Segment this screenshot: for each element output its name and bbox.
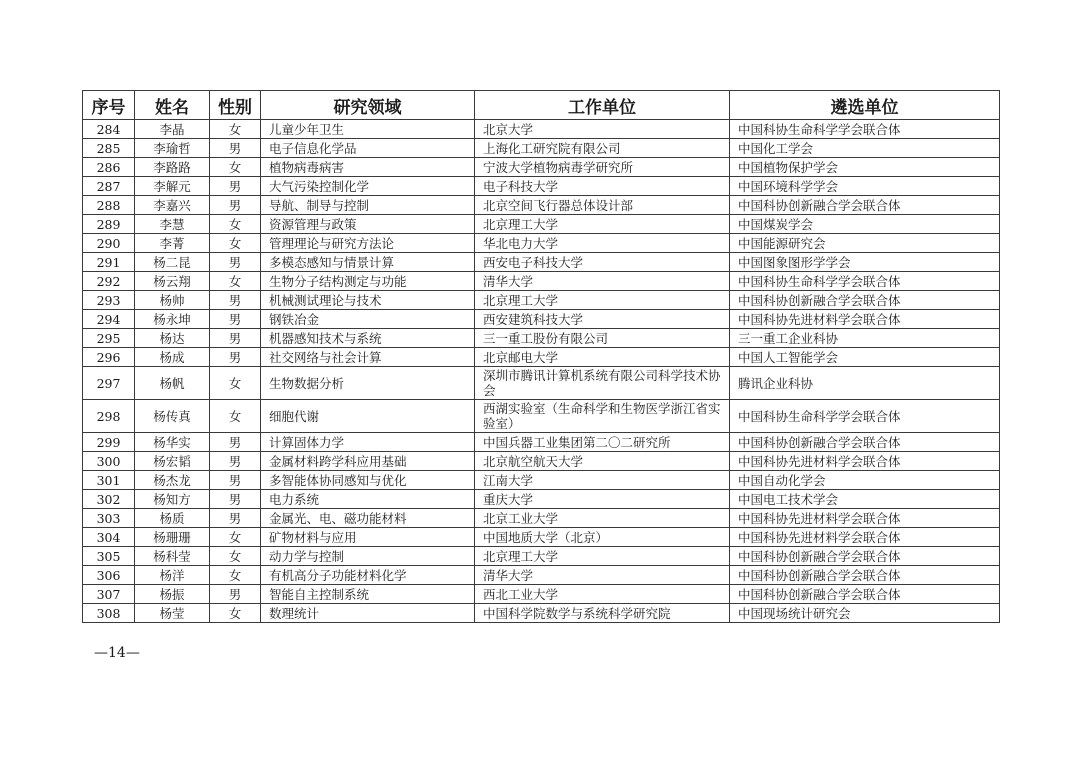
cell-work-unit: 三一重工股份有限公司 bbox=[475, 329, 730, 348]
cell-research-field: 导航、制导与控制 bbox=[261, 196, 475, 215]
cell-name: 杨洋 bbox=[135, 566, 210, 585]
cell-index: 291 bbox=[83, 253, 135, 272]
cell-selection-unit: 中国科协先进材料学会联合体 bbox=[730, 310, 1000, 329]
cell-work-unit: 北京理工大学 bbox=[475, 547, 730, 566]
header-index: 序号 bbox=[83, 91, 135, 120]
cell-gender: 男 bbox=[210, 196, 261, 215]
cell-work-unit: 华北电力大学 bbox=[475, 234, 730, 253]
cell-research-field: 机器感知技术与系统 bbox=[261, 329, 475, 348]
header-gender: 性别 bbox=[210, 91, 261, 120]
cell-work-unit: 西北工业大学 bbox=[475, 585, 730, 604]
cell-gender: 女 bbox=[210, 120, 261, 139]
table-row bbox=[83, 604, 1000, 623]
cell-research-field: 电子信息化学品 bbox=[261, 139, 475, 158]
cell-name: 杨云翔 bbox=[135, 272, 210, 291]
cell-work-unit: 江南大学 bbox=[475, 471, 730, 490]
cell-name: 杨成 bbox=[135, 348, 210, 367]
cell-work-unit: 北京航空航天大学 bbox=[475, 452, 730, 471]
cell-research-field: 数理统计 bbox=[261, 604, 475, 623]
cell-index: 297 bbox=[83, 367, 135, 400]
cell-name: 李菁 bbox=[135, 234, 210, 253]
table-row bbox=[83, 367, 1000, 400]
cell-selection-unit: 中国科协创新融合学会联合体 bbox=[730, 585, 1000, 604]
header-selection-unit: 遴选单位 bbox=[730, 91, 1000, 120]
cell-name: 杨达 bbox=[135, 329, 210, 348]
cell-name: 李嘉兴 bbox=[135, 196, 210, 215]
cell-gender: 男 bbox=[210, 177, 261, 196]
cell-gender: 女 bbox=[210, 234, 261, 253]
cell-work-unit: 中国地质大学（北京） bbox=[475, 528, 730, 547]
cell-index: 305 bbox=[83, 547, 135, 566]
cell-name: 杨质 bbox=[135, 509, 210, 528]
table-row bbox=[83, 177, 1000, 196]
cell-index: 307 bbox=[83, 585, 135, 604]
cell-work-unit: 电子科技大学 bbox=[475, 177, 730, 196]
table-row bbox=[83, 310, 1000, 329]
cell-research-field: 计算固体力学 bbox=[261, 433, 475, 452]
cell-name: 杨帅 bbox=[135, 291, 210, 310]
cell-index: 289 bbox=[83, 215, 135, 234]
cell-selection-unit: 中国科协创新融合学会联合体 bbox=[730, 433, 1000, 452]
cell-selection-unit: 中国科协先进材料学会联合体 bbox=[730, 452, 1000, 471]
cell-name: 李晶 bbox=[135, 120, 210, 139]
cell-selection-unit: 中国科协创新融合学会联合体 bbox=[730, 196, 1000, 215]
cell-work-unit: 中国科学院数学与系统科学研究院 bbox=[475, 604, 730, 623]
cell-index: 304 bbox=[83, 528, 135, 547]
cell-index: 308 bbox=[83, 604, 135, 623]
cell-gender: 女 bbox=[210, 566, 261, 585]
cell-gender: 男 bbox=[210, 139, 261, 158]
cell-name: 杨宏韬 bbox=[135, 452, 210, 471]
cell-selection-unit: 中国科协生命科学学会联合体 bbox=[730, 272, 1000, 291]
cell-name: 杨科莹 bbox=[135, 547, 210, 566]
cell-selection-unit: 中国植物保护学会 bbox=[730, 158, 1000, 177]
cell-index: 302 bbox=[83, 490, 135, 509]
header-work-unit: 工作单位 bbox=[475, 91, 730, 120]
cell-name: 杨永坤 bbox=[135, 310, 210, 329]
table-row bbox=[83, 158, 1000, 177]
cell-name: 李瑜哲 bbox=[135, 139, 210, 158]
cell-work-unit: 西安电子科技大学 bbox=[475, 253, 730, 272]
cell-research-field: 生物分子结构测定与功能 bbox=[261, 272, 475, 291]
table-row bbox=[83, 215, 1000, 234]
cell-gender: 男 bbox=[210, 291, 261, 310]
cell-index: 286 bbox=[83, 158, 135, 177]
cell-index: 292 bbox=[83, 272, 135, 291]
cell-research-field: 钢铁冶金 bbox=[261, 310, 475, 329]
cell-research-field: 机械测试理论与技术 bbox=[261, 291, 475, 310]
table-row bbox=[83, 547, 1000, 566]
table-row bbox=[83, 433, 1000, 452]
cell-gender: 男 bbox=[210, 471, 261, 490]
cell-selection-unit: 中国科协先进材料学会联合体 bbox=[730, 509, 1000, 528]
cell-research-field: 植物病毒病害 bbox=[261, 158, 475, 177]
cell-gender: 女 bbox=[210, 367, 261, 400]
table-row bbox=[83, 120, 1000, 139]
cell-selection-unit: 中国科协生命科学学会联合体 bbox=[730, 120, 1000, 139]
cell-name: 李路路 bbox=[135, 158, 210, 177]
cell-work-unit: 北京理工大学 bbox=[475, 291, 730, 310]
cell-selection-unit: 中国煤炭学会 bbox=[730, 215, 1000, 234]
cell-name: 杨莹 bbox=[135, 604, 210, 623]
table-row bbox=[83, 490, 1000, 509]
cell-research-field: 管理理论与研究方法论 bbox=[261, 234, 475, 253]
cell-research-field: 多智能体协同感知与优化 bbox=[261, 471, 475, 490]
cell-name: 杨传真 bbox=[135, 400, 210, 433]
cell-index: 298 bbox=[83, 400, 135, 433]
cell-index: 285 bbox=[83, 139, 135, 158]
cell-gender: 男 bbox=[210, 509, 261, 528]
cell-index: 284 bbox=[83, 120, 135, 139]
cell-index: 294 bbox=[83, 310, 135, 329]
cell-research-field: 大气污染控制化学 bbox=[261, 177, 475, 196]
table-row bbox=[83, 509, 1000, 528]
cell-name: 杨珊珊 bbox=[135, 528, 210, 547]
cell-work-unit: 北京大学 bbox=[475, 120, 730, 139]
cell-work-unit: 清华大学 bbox=[475, 272, 730, 291]
cell-gender: 女 bbox=[210, 215, 261, 234]
cell-gender: 女 bbox=[210, 528, 261, 547]
cell-work-unit: 宁波大学植物病毒学研究所 bbox=[475, 158, 730, 177]
cell-gender: 女 bbox=[210, 158, 261, 177]
cell-name: 李慧 bbox=[135, 215, 210, 234]
cell-gender: 男 bbox=[210, 310, 261, 329]
cell-research-field: 动力学与控制 bbox=[261, 547, 475, 566]
table-row bbox=[83, 566, 1000, 585]
cell-selection-unit: 中国环境科学学会 bbox=[730, 177, 1000, 196]
cell-index: 288 bbox=[83, 196, 135, 215]
cell-selection-unit: 中国人工智能学会 bbox=[730, 348, 1000, 367]
cell-index: 290 bbox=[83, 234, 135, 253]
table-row bbox=[83, 291, 1000, 310]
table-row bbox=[83, 196, 1000, 215]
table-row bbox=[83, 452, 1000, 471]
cell-research-field: 细胞代谢 bbox=[261, 400, 475, 433]
cell-index: 306 bbox=[83, 566, 135, 585]
cell-work-unit: 上海化工研究院有限公司 bbox=[475, 139, 730, 158]
cell-gender: 男 bbox=[210, 329, 261, 348]
cell-index: 303 bbox=[83, 509, 135, 528]
cell-gender: 男 bbox=[210, 433, 261, 452]
cell-index: 299 bbox=[83, 433, 135, 452]
cell-index: 295 bbox=[83, 329, 135, 348]
table-row bbox=[83, 348, 1000, 367]
cell-research-field: 电力系统 bbox=[261, 490, 475, 509]
cell-work-unit: 北京空间飞行器总体设计部 bbox=[475, 196, 730, 215]
cell-selection-unit: 中国化工学会 bbox=[730, 139, 1000, 158]
cell-name: 杨帆 bbox=[135, 367, 210, 400]
table-body bbox=[83, 120, 1000, 623]
cell-selection-unit: 中国科协创新融合学会联合体 bbox=[730, 291, 1000, 310]
cell-index: 301 bbox=[83, 471, 135, 490]
cell-gender: 女 bbox=[210, 547, 261, 566]
cell-index: 287 bbox=[83, 177, 135, 196]
cell-research-field: 儿童少年卫生 bbox=[261, 120, 475, 139]
cell-gender: 男 bbox=[210, 348, 261, 367]
cell-gender: 女 bbox=[210, 400, 261, 433]
header-name: 姓名 bbox=[135, 91, 210, 120]
table-row bbox=[83, 471, 1000, 490]
table-row bbox=[83, 329, 1000, 348]
cell-work-unit: 北京理工大学 bbox=[475, 215, 730, 234]
table-row bbox=[83, 253, 1000, 272]
cell-name: 杨华实 bbox=[135, 433, 210, 452]
cell-work-unit: 中国兵器工业集团第二〇二研究所 bbox=[475, 433, 730, 452]
cell-work-unit: 西湖实验室（生命科学和生物医学浙江省实验室） bbox=[475, 400, 730, 433]
cell-gender: 男 bbox=[210, 585, 261, 604]
cell-selection-unit: 中国自动化学会 bbox=[730, 471, 1000, 490]
cell-work-unit: 北京邮电大学 bbox=[475, 348, 730, 367]
cell-research-field: 资源管理与政策 bbox=[261, 215, 475, 234]
table-row bbox=[83, 528, 1000, 547]
cell-gender: 男 bbox=[210, 253, 261, 272]
cell-research-field: 社交网络与社会计算 bbox=[261, 348, 475, 367]
cell-research-field: 有机高分子功能材料化学 bbox=[261, 566, 475, 585]
cell-gender: 女 bbox=[210, 604, 261, 623]
cell-selection-unit: 中国科协创新融合学会联合体 bbox=[730, 547, 1000, 566]
cell-name: 杨二昆 bbox=[135, 253, 210, 272]
table-row bbox=[83, 585, 1000, 604]
table-row bbox=[83, 139, 1000, 158]
roster-table bbox=[82, 90, 1000, 623]
cell-research-field: 矿物材料与应用 bbox=[261, 528, 475, 547]
cell-name: 杨杰龙 bbox=[135, 471, 210, 490]
cell-index: 296 bbox=[83, 348, 135, 367]
cell-index: 293 bbox=[83, 291, 135, 310]
cell-name: 杨知方 bbox=[135, 490, 210, 509]
cell-gender: 男 bbox=[210, 452, 261, 471]
cell-selection-unit: 中国电工技术学会 bbox=[730, 490, 1000, 509]
header-research-field: 研究领域 bbox=[261, 91, 475, 120]
table-row bbox=[83, 234, 1000, 253]
cell-selection-unit: 腾讯企业科协 bbox=[730, 367, 1000, 400]
table-row bbox=[83, 272, 1000, 291]
cell-research-field: 金属材料跨学科应用基础 bbox=[261, 452, 475, 471]
cell-gender: 女 bbox=[210, 272, 261, 291]
cell-selection-unit: 三一重工企业科协 bbox=[730, 329, 1000, 348]
cell-selection-unit: 中国图象图形学学会 bbox=[730, 253, 1000, 272]
cell-index: 300 bbox=[83, 452, 135, 471]
table-header-row bbox=[83, 91, 1000, 120]
cell-work-unit: 重庆大学 bbox=[475, 490, 730, 509]
cell-selection-unit: 中国现场统计研究会 bbox=[730, 604, 1000, 623]
cell-research-field: 生物数据分析 bbox=[261, 367, 475, 400]
cell-selection-unit: 中国能源研究会 bbox=[730, 234, 1000, 253]
cell-selection-unit: 中国科协创新融合学会联合体 bbox=[730, 566, 1000, 585]
cell-work-unit: 北京工业大学 bbox=[475, 509, 730, 528]
cell-work-unit: 深圳市腾讯计算机系统有限公司科学技术协会 bbox=[475, 367, 730, 400]
cell-gender: 男 bbox=[210, 490, 261, 509]
cell-name: 李解元 bbox=[135, 177, 210, 196]
cell-research-field: 智能自主控制系统 bbox=[261, 585, 475, 604]
cell-work-unit: 西安建筑科技大学 bbox=[475, 310, 730, 329]
table-row bbox=[83, 400, 1000, 433]
cell-research-field: 多模态感知与情景计算 bbox=[261, 253, 475, 272]
cell-research-field: 金属光、电、磁功能材料 bbox=[261, 509, 475, 528]
cell-work-unit: 清华大学 bbox=[475, 566, 730, 585]
cell-selection-unit: 中国科协生命科学学会联合体 bbox=[730, 400, 1000, 433]
page-number: —14— bbox=[94, 645, 140, 661]
cell-name: 杨振 bbox=[135, 585, 210, 604]
cell-selection-unit: 中国科协先进材料学会联合体 bbox=[730, 528, 1000, 547]
